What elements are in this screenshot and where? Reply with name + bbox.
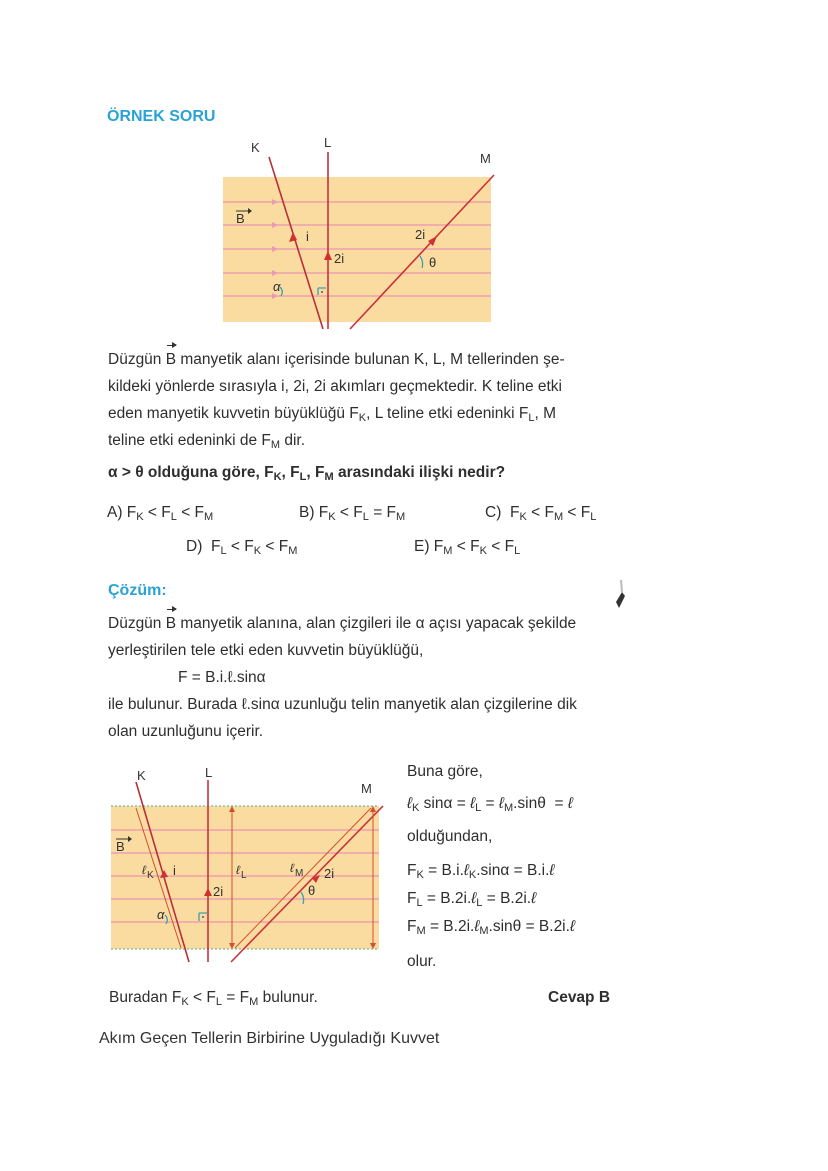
text: Buna göre, <box>407 763 483 780</box>
option-letter: B) <box>299 504 315 521</box>
subscript: L <box>528 412 535 424</box>
text: olduğundan, <box>407 828 493 845</box>
text: < F <box>188 989 216 1006</box>
solution-text <box>108 610 623 745</box>
label-L: L <box>324 135 332 150</box>
text: Buradan F <box>109 989 182 1006</box>
option-b[interactable]: B) $F_K < F_L = F_M$ <box>299 504 406 523</box>
subscript: K <box>273 471 282 483</box>
option-letter: E) <box>414 538 430 555</box>
label-alpha: α <box>273 279 281 294</box>
label-current-M: 2i <box>324 866 335 881</box>
question-prompt <box>108 459 505 486</box>
b-vector: B <box>166 346 176 373</box>
label-theta: θ <box>308 883 316 898</box>
text: ile bulunur. Burada ℓ.sinα uzunluğu telin manyetik alan çizgilerine dik <box>108 696 577 713</box>
label-theta: θ <box>429 255 437 270</box>
text: manyetik alanına, alan çizgileri ile α açısı yapacak şekilde <box>176 615 577 632</box>
label-lL-sub: L <box>241 870 247 881</box>
subscript: M <box>324 471 334 483</box>
b-vector: B <box>166 610 176 637</box>
label-B: B <box>236 211 245 226</box>
text: dir. <box>280 432 306 449</box>
subscript: K <box>358 412 367 424</box>
label-current-L: 2i <box>213 884 224 899</box>
subscript: L <box>299 471 307 483</box>
text: = F <box>222 989 250 1006</box>
label-current-K: i <box>173 863 176 878</box>
label-lM-sub: M <box>295 868 304 879</box>
text: yerleştirilen tele etki eden kuvvetin büyüklüğü, <box>108 642 424 659</box>
text: teline etki edeninki de F <box>108 432 271 449</box>
option-c[interactable]: C) $F_K < F_M < F_L$ <box>485 504 597 523</box>
text: α > θ olduğuna göre, F <box>108 464 274 481</box>
label-B: B <box>116 839 125 854</box>
question-text <box>108 346 618 454</box>
label-M: M <box>480 151 491 166</box>
label-K: K <box>137 768 146 783</box>
text: manyetik alanı içerisinde bulunan K, L, M tellerinden şe- <box>176 351 565 368</box>
label-lM: ℓ <box>290 861 294 875</box>
label-M: M <box>361 781 372 796</box>
subscript: M <box>249 996 259 1008</box>
text: eden manyetik kuvvetin büyüklüğü F <box>108 405 359 422</box>
figure-solution-wires <box>105 762 395 967</box>
option-letter: D) <box>186 538 203 555</box>
text: , M <box>534 405 556 422</box>
label-current-K: i <box>306 229 309 244</box>
equation-FM: $F_M$ = B.2i.ℓ$_M$.sinθ = B.2i.ℓ <box>407 918 575 937</box>
label-K: K <box>251 140 260 155</box>
option-letter: A) <box>107 504 123 521</box>
label-lK: ℓ <box>142 863 146 877</box>
label-L: L <box>205 765 213 780</box>
text: Düzgün <box>108 351 166 368</box>
conclusion <box>109 984 318 1011</box>
subscript: M <box>270 439 281 451</box>
solution-equations <box>407 757 575 976</box>
equation-FL: $F_L$ = B.2i.ℓ$_L$ = B.2i.ℓ <box>407 890 537 909</box>
text: bulunur. <box>258 989 318 1006</box>
subscript: L <box>215 996 222 1008</box>
label-current-M: 2i <box>415 227 426 242</box>
option-e[interactable]: E) $F_M < F_K < F_L$ <box>414 538 521 557</box>
option-d[interactable]: D) $F_L < F_K < F_M$ <box>186 538 298 557</box>
text: olur. <box>407 953 437 970</box>
text: , L teline etki edeninki F <box>366 405 529 422</box>
section-title: Akım Geçen Tellerin Birbirine Uyguladığı Kuvvet <box>99 1030 440 1047</box>
figure-wires-in-field <box>220 135 520 335</box>
text: arasındaki ilişki nedir? <box>333 464 506 481</box>
pen-icon <box>610 578 626 614</box>
subscript: K <box>181 996 189 1008</box>
option-a[interactable]: A) $F_K < F_L < F_M$ <box>107 504 214 523</box>
option-letter: C) <box>485 504 502 521</box>
example-heading: ÖRNEK SORU <box>107 108 216 125</box>
label-lK-sub: K <box>147 870 154 881</box>
text: , F <box>306 464 325 481</box>
equation-FK: $F_K$ = B.i.ℓ$_K$.sinα = B.i.ℓ <box>407 862 555 881</box>
label-alpha: α <box>157 907 165 922</box>
text: kildeki yönlerde sırasıyla i, 2i, 2i akımları geçmektedir. K teline etki <box>108 378 562 395</box>
force-formula: F = B.i.ℓ.sinα <box>178 669 266 686</box>
label-current-L: 2i <box>334 251 345 266</box>
label-lL: ℓ <box>236 863 240 877</box>
equation-lengths: ℓ$_K$ sinα = ℓ$_L$ = ℓ$_M$.sinθ = ℓ <box>407 795 573 814</box>
text: , F <box>281 464 300 481</box>
text: Düzgün <box>108 615 166 632</box>
answer-label: Cevap B <box>548 989 611 1006</box>
text: olan uzunluğunu içerir. <box>108 723 264 740</box>
solution-heading: Çözüm: <box>108 582 167 599</box>
